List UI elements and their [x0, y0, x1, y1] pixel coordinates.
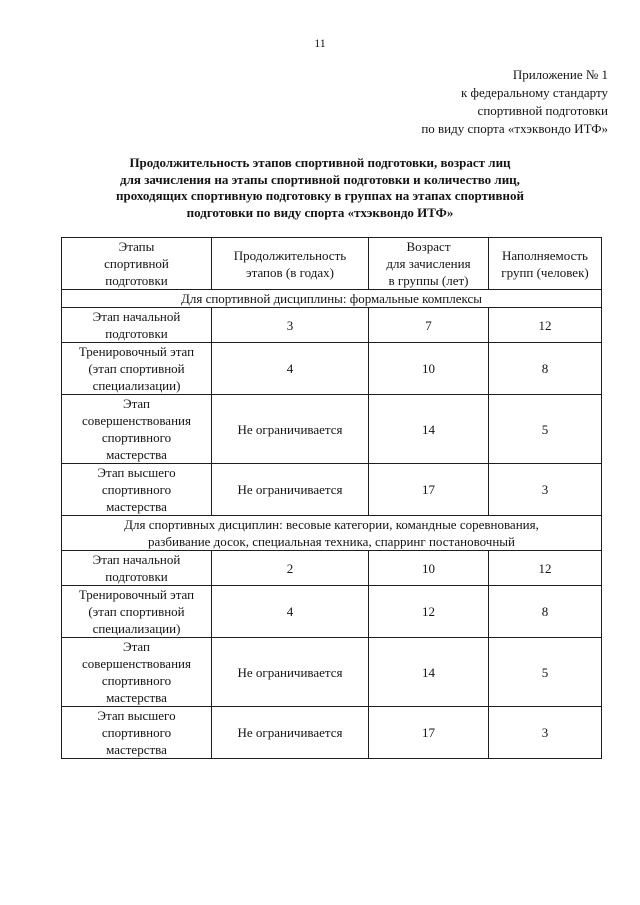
- cell-line: Тренировочный этап: [78, 587, 195, 602]
- cell-line: этапов (в годах): [246, 264, 334, 280]
- title-line: подготовки по виду спорта «тхэквондо ИТФ»: [186, 204, 454, 220]
- appendix-note: [421, 66, 608, 138]
- cell-line: Этап: [123, 396, 150, 411]
- cell-line: Наполняемость: [502, 247, 588, 263]
- title-line: проходящих спортивную подготовку в группах на этапах спортивной: [116, 188, 524, 203]
- cell-line: совершенствования: [82, 413, 191, 428]
- cell-line: Этап: [123, 639, 150, 654]
- table-row: [62, 586, 602, 638]
- cell-line: спортивного: [101, 725, 172, 740]
- group-size-cell: 3: [489, 707, 602, 759]
- cell-line: (этап спортивной: [88, 604, 185, 619]
- group-size-cell: 12: [489, 308, 602, 343]
- appendix-line: по виду спорта «тхэквондо ИТФ»: [421, 121, 608, 136]
- section-title: [62, 290, 602, 308]
- stage-cell: [62, 707, 212, 759]
- age-cell: 14: [369, 395, 489, 464]
- cell-line: групп (человек): [501, 264, 589, 280]
- section-row: [62, 290, 602, 308]
- section-row: [62, 516, 602, 551]
- cell-line: мастерства: [106, 447, 167, 462]
- group-size-cell: 3: [489, 464, 602, 516]
- cell-line: подготовки: [105, 326, 168, 341]
- header-age: [369, 238, 489, 290]
- table-row: [62, 395, 602, 464]
- table-row: [62, 343, 602, 395]
- table-row: [62, 464, 602, 516]
- page-number: 11: [314, 36, 326, 50]
- cell-line: Этап высшего: [97, 465, 176, 480]
- cell-line: мастерства: [106, 499, 167, 514]
- cell-line: Этапы: [118, 239, 155, 254]
- cell-line: Для спортивной дисциплины: формальные комплексы: [180, 291, 482, 306]
- group-size-cell: 8: [489, 586, 602, 638]
- stage-cell: [62, 551, 212, 586]
- cell-line: для зачисления: [386, 256, 471, 271]
- cell-line: Для спортивных дисциплин: весовые категории, командные соревнования,: [124, 517, 539, 532]
- stage-cell: [62, 395, 212, 464]
- duration-cell: Не ограничивается: [212, 464, 369, 516]
- stage-cell: [62, 638, 212, 707]
- cell-line: спортивной: [104, 256, 169, 271]
- cell-line: Возраст: [406, 239, 451, 254]
- stage-cell: [62, 343, 212, 395]
- cell-line: совершенствования: [82, 656, 191, 671]
- group-size-cell: 5: [489, 638, 602, 707]
- stage-cell: [62, 586, 212, 638]
- header-stage: [62, 238, 212, 290]
- title-line: Продолжительность этапов спортивной подготовки, возраст лиц: [129, 155, 511, 170]
- duration-cell: 2: [212, 551, 369, 586]
- cell-line: Этап начальной: [92, 309, 181, 324]
- appendix-line: к федеральному стандарту: [460, 85, 608, 100]
- table-header-row: [62, 238, 602, 290]
- table-row: [62, 638, 602, 707]
- group-size-cell: 8: [489, 343, 602, 395]
- cell-line: специализации): [92, 621, 181, 636]
- cell-line: подготовки: [105, 273, 168, 288]
- cell-line: Этап высшего: [97, 708, 176, 723]
- cell-line: разбивание досок, специальная техника, спарринг постановочный: [148, 534, 515, 549]
- age-cell: 10: [369, 551, 489, 586]
- cell-line: Этап начальной: [92, 552, 181, 567]
- header-duration: [212, 238, 369, 290]
- duration-cell: Не ограничивается: [212, 638, 369, 707]
- section-title: [62, 516, 602, 551]
- stages-table: [61, 237, 602, 759]
- cell-line: спортивного: [101, 430, 172, 445]
- document-title: [80, 155, 560, 221]
- cell-line: спортивного: [101, 482, 172, 497]
- age-cell: 12: [369, 586, 489, 638]
- duration-cell: 4: [212, 343, 369, 395]
- cell-line: спортивного: [101, 673, 172, 688]
- duration-cell: Не ограничивается: [212, 707, 369, 759]
- cell-line: Продолжительность: [233, 247, 347, 263]
- cell-line: мастерства: [106, 690, 167, 705]
- cell-line: подготовки: [105, 569, 168, 584]
- age-cell: 17: [369, 707, 489, 759]
- group-size-cell: 12: [489, 551, 602, 586]
- stage-cell: [62, 308, 212, 343]
- age-cell: 7: [369, 308, 489, 343]
- duration-cell: 3: [212, 308, 369, 343]
- cell-line: Тренировочный этап: [78, 344, 195, 359]
- cell-line: мастерства: [106, 742, 167, 757]
- title-line: для зачисления на этапы спортивной подготовки и количество лиц,: [120, 171, 520, 187]
- stage-cell: [62, 464, 212, 516]
- table-row: [62, 308, 602, 343]
- age-cell: 17: [369, 464, 489, 516]
- age-cell: 14: [369, 638, 489, 707]
- appendix-line: Приложение № 1: [512, 67, 608, 82]
- cell-line: (этап спортивной: [88, 361, 185, 376]
- duration-cell: Не ограничивается: [212, 395, 369, 464]
- appendix-line: спортивной подготовки: [477, 103, 608, 118]
- cell-line: в группы (лет): [388, 273, 469, 288]
- cell-line: специализации): [92, 378, 181, 393]
- group-size-cell: 5: [489, 395, 602, 464]
- age-cell: 10: [369, 343, 489, 395]
- table-row: [62, 707, 602, 759]
- duration-cell: 4: [212, 586, 369, 638]
- header-group-size: [489, 238, 602, 290]
- table-row: [62, 551, 602, 586]
